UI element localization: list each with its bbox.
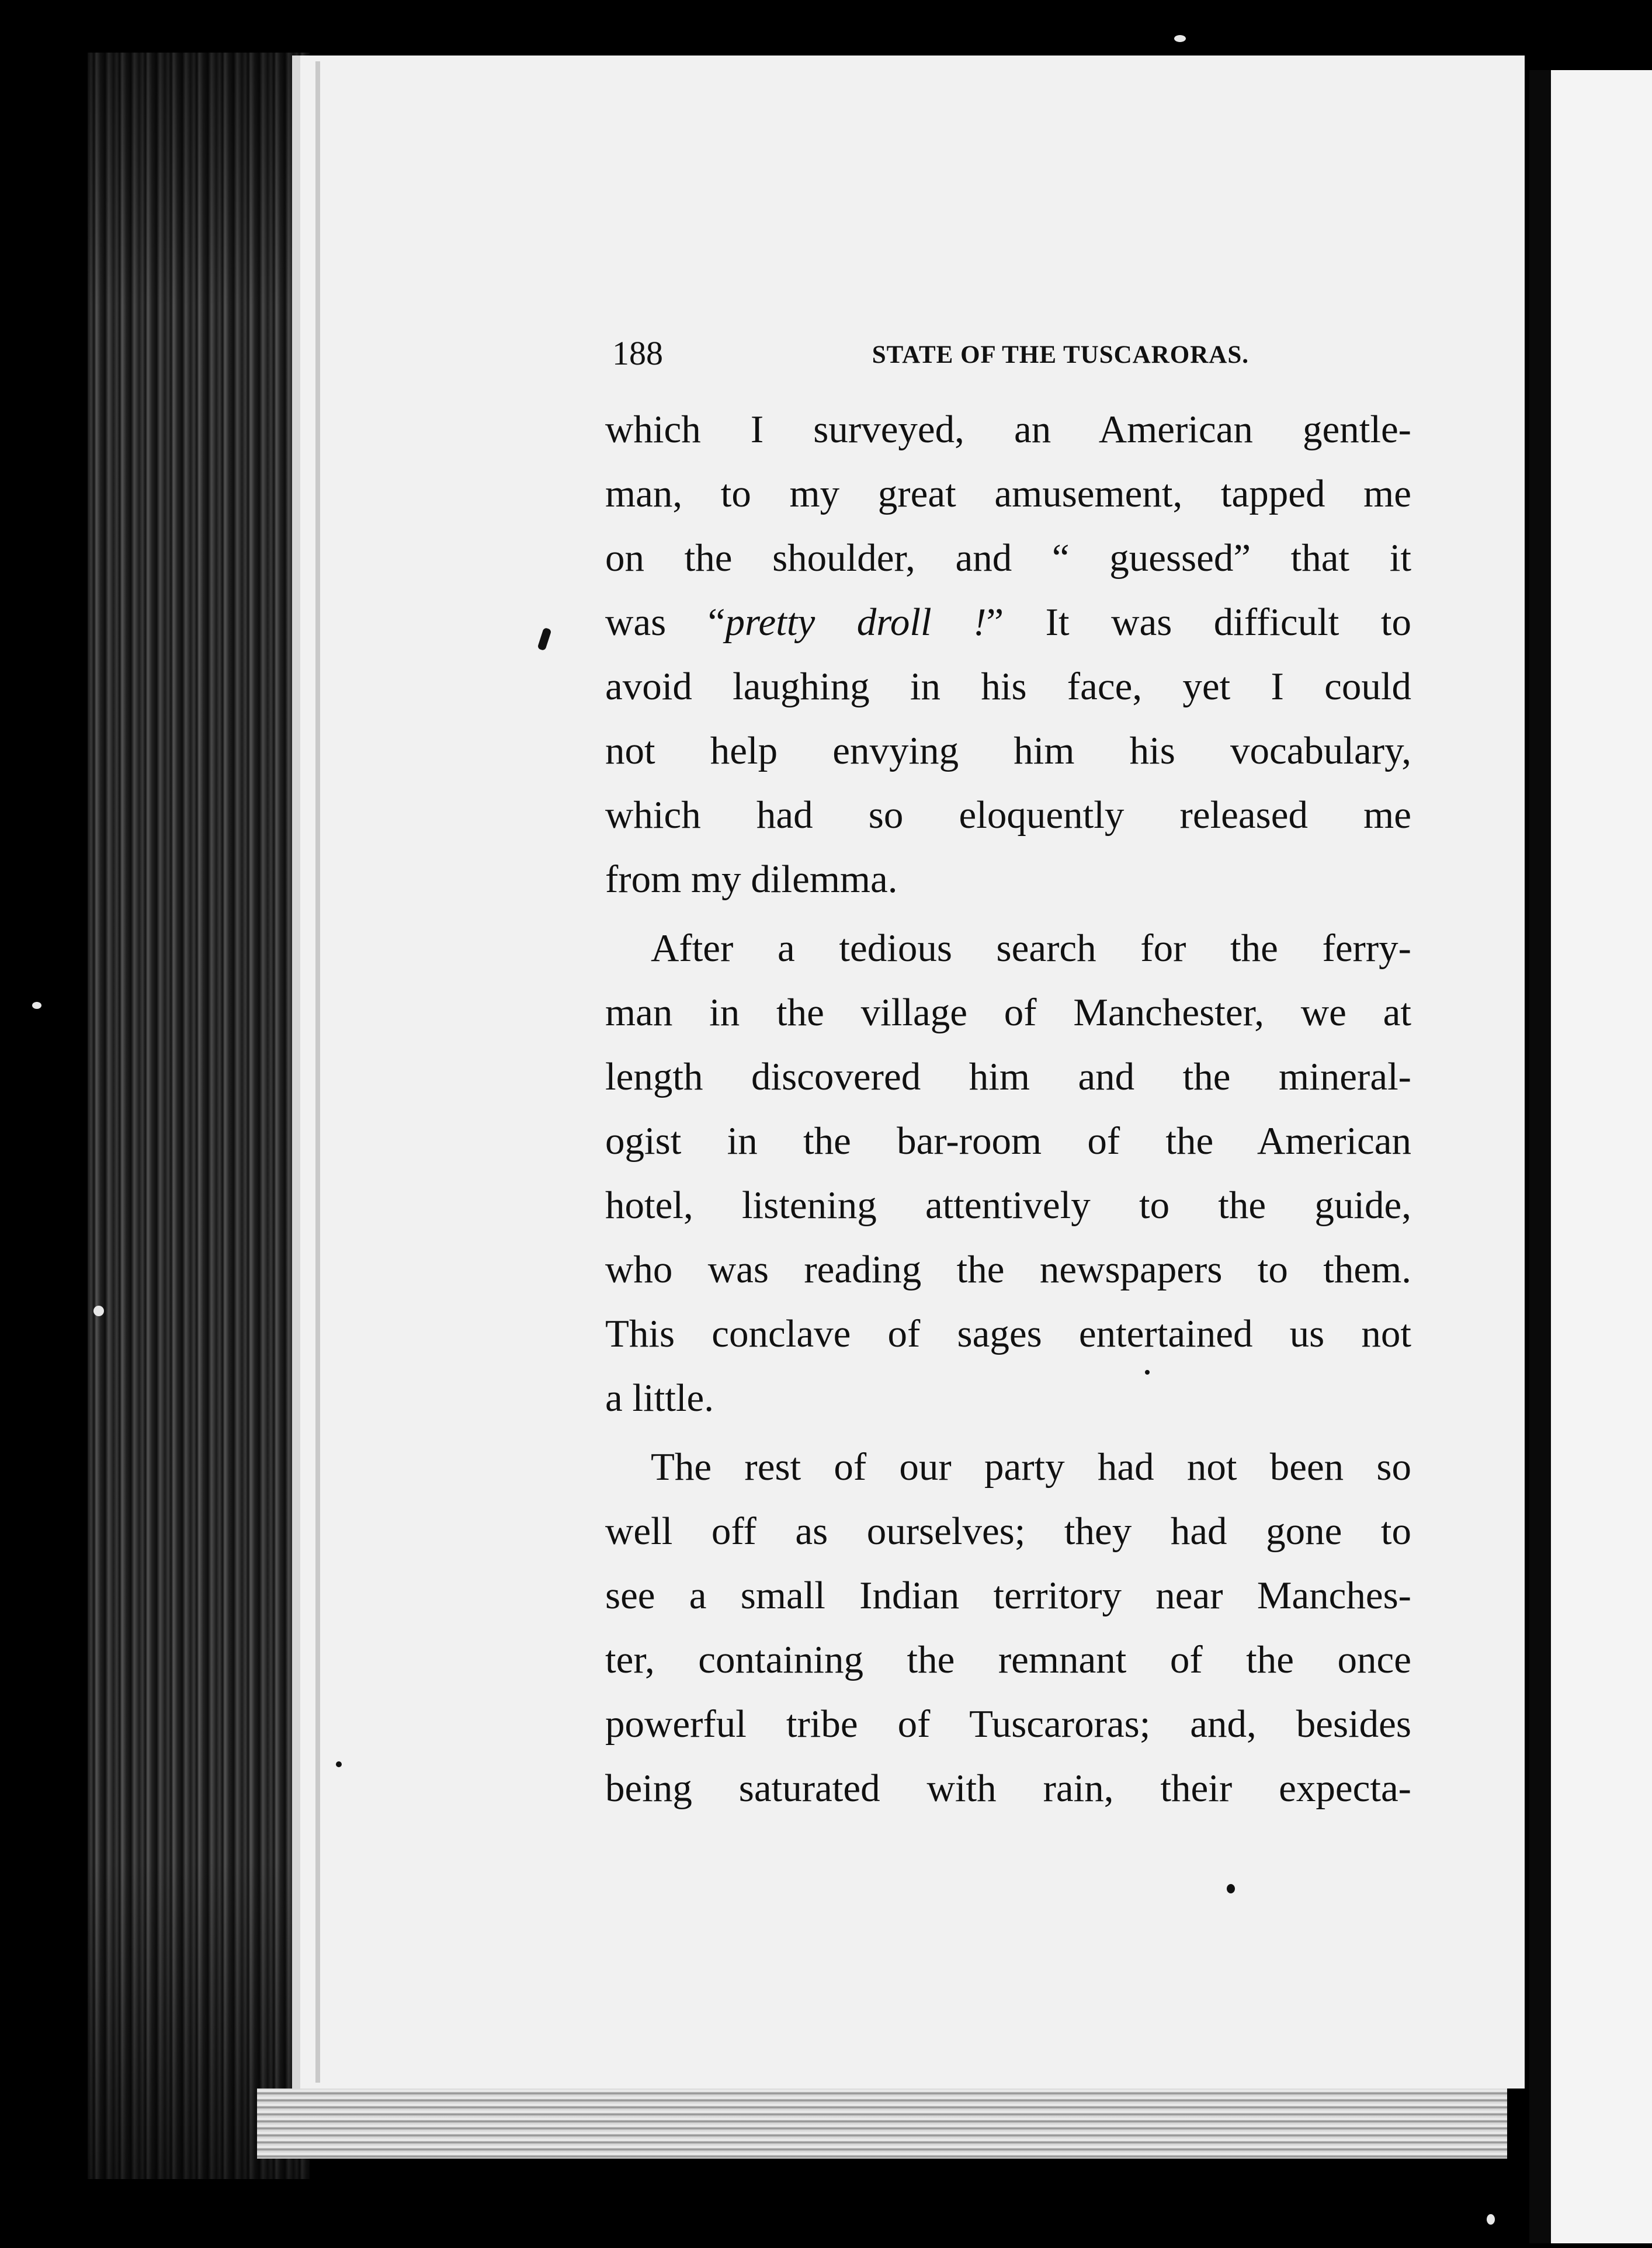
text-line: from my dilemma.	[605, 858, 898, 901]
paragraph-gap	[605, 1430, 1411, 1435]
adjacent-page	[1551, 70, 1652, 2243]
text-fragment: was “	[605, 601, 726, 644]
text-line: which I surveyed, an American gentle-	[605, 408, 1411, 451]
text-line: This conclave of sages entertained us not	[605, 1312, 1411, 1355]
text-line: hotel, listening attentively to the guide,	[605, 1184, 1411, 1227]
text-line	[605, 590, 1411, 654]
text-line: well off as ourselves; they had gone to	[605, 1510, 1411, 1553]
text-line: The rest of our party had not been so	[651, 1445, 1411, 1489]
scan-speck	[1487, 2214, 1495, 2225]
body-text	[605, 397, 1411, 1820]
page-gutter	[1529, 70, 1551, 2243]
text-line: man in the village of Manchester, we at	[605, 991, 1411, 1034]
text-line: on the shoulder, and “ guessed” that it	[605, 536, 1411, 580]
text-line: not help envying him his vocabulary,	[605, 729, 1411, 772]
stacked-page-edges	[257, 2089, 1507, 2159]
running-head	[612, 333, 1249, 374]
paragraph-gap	[605, 911, 1411, 916]
ink-speck	[336, 1761, 342, 1767]
text-line: powerful tribe of Tuscaroras; and, besides	[605, 1702, 1411, 1746]
text-line: who was reading the newspapers to them.	[605, 1248, 1411, 1291]
running-title: STATE OF THE TUSCARORAS.	[872, 341, 1249, 369]
page-number: 188	[612, 334, 663, 372]
book-edge-shadow	[88, 53, 310, 2179]
text-line: length discovered him and the mineral-	[605, 1055, 1411, 1098]
text-line: a little.	[605, 1376, 714, 1420]
text-line: avoid laughing in his face, yet I could	[605, 665, 1411, 708]
text-line: ogist in the bar-room of the American	[605, 1119, 1411, 1163]
text-line: which had so eloquently released me	[605, 793, 1411, 837]
scan-speck	[1174, 35, 1186, 42]
text-line: being saturated with rain, their expecta-	[605, 1767, 1411, 1810]
ink-speck	[1227, 1884, 1235, 1893]
scan-speck	[93, 1306, 104, 1316]
text-line: man, to my great amusement, tapped me	[605, 472, 1411, 515]
text-line: After a tedious search for the ferry-	[651, 927, 1411, 970]
page-inner-edge	[315, 61, 320, 2083]
text-line: ter, containing the remnant of the once	[605, 1638, 1411, 1681]
text-line: see a small Indian territory near Manches-	[605, 1574, 1411, 1617]
scan-speck	[32, 1002, 41, 1009]
italic-phrase: pretty droll !	[725, 601, 987, 644]
text-fragment: ” It was difficult to	[986, 601, 1412, 644]
ink-speck	[1145, 1370, 1150, 1375]
